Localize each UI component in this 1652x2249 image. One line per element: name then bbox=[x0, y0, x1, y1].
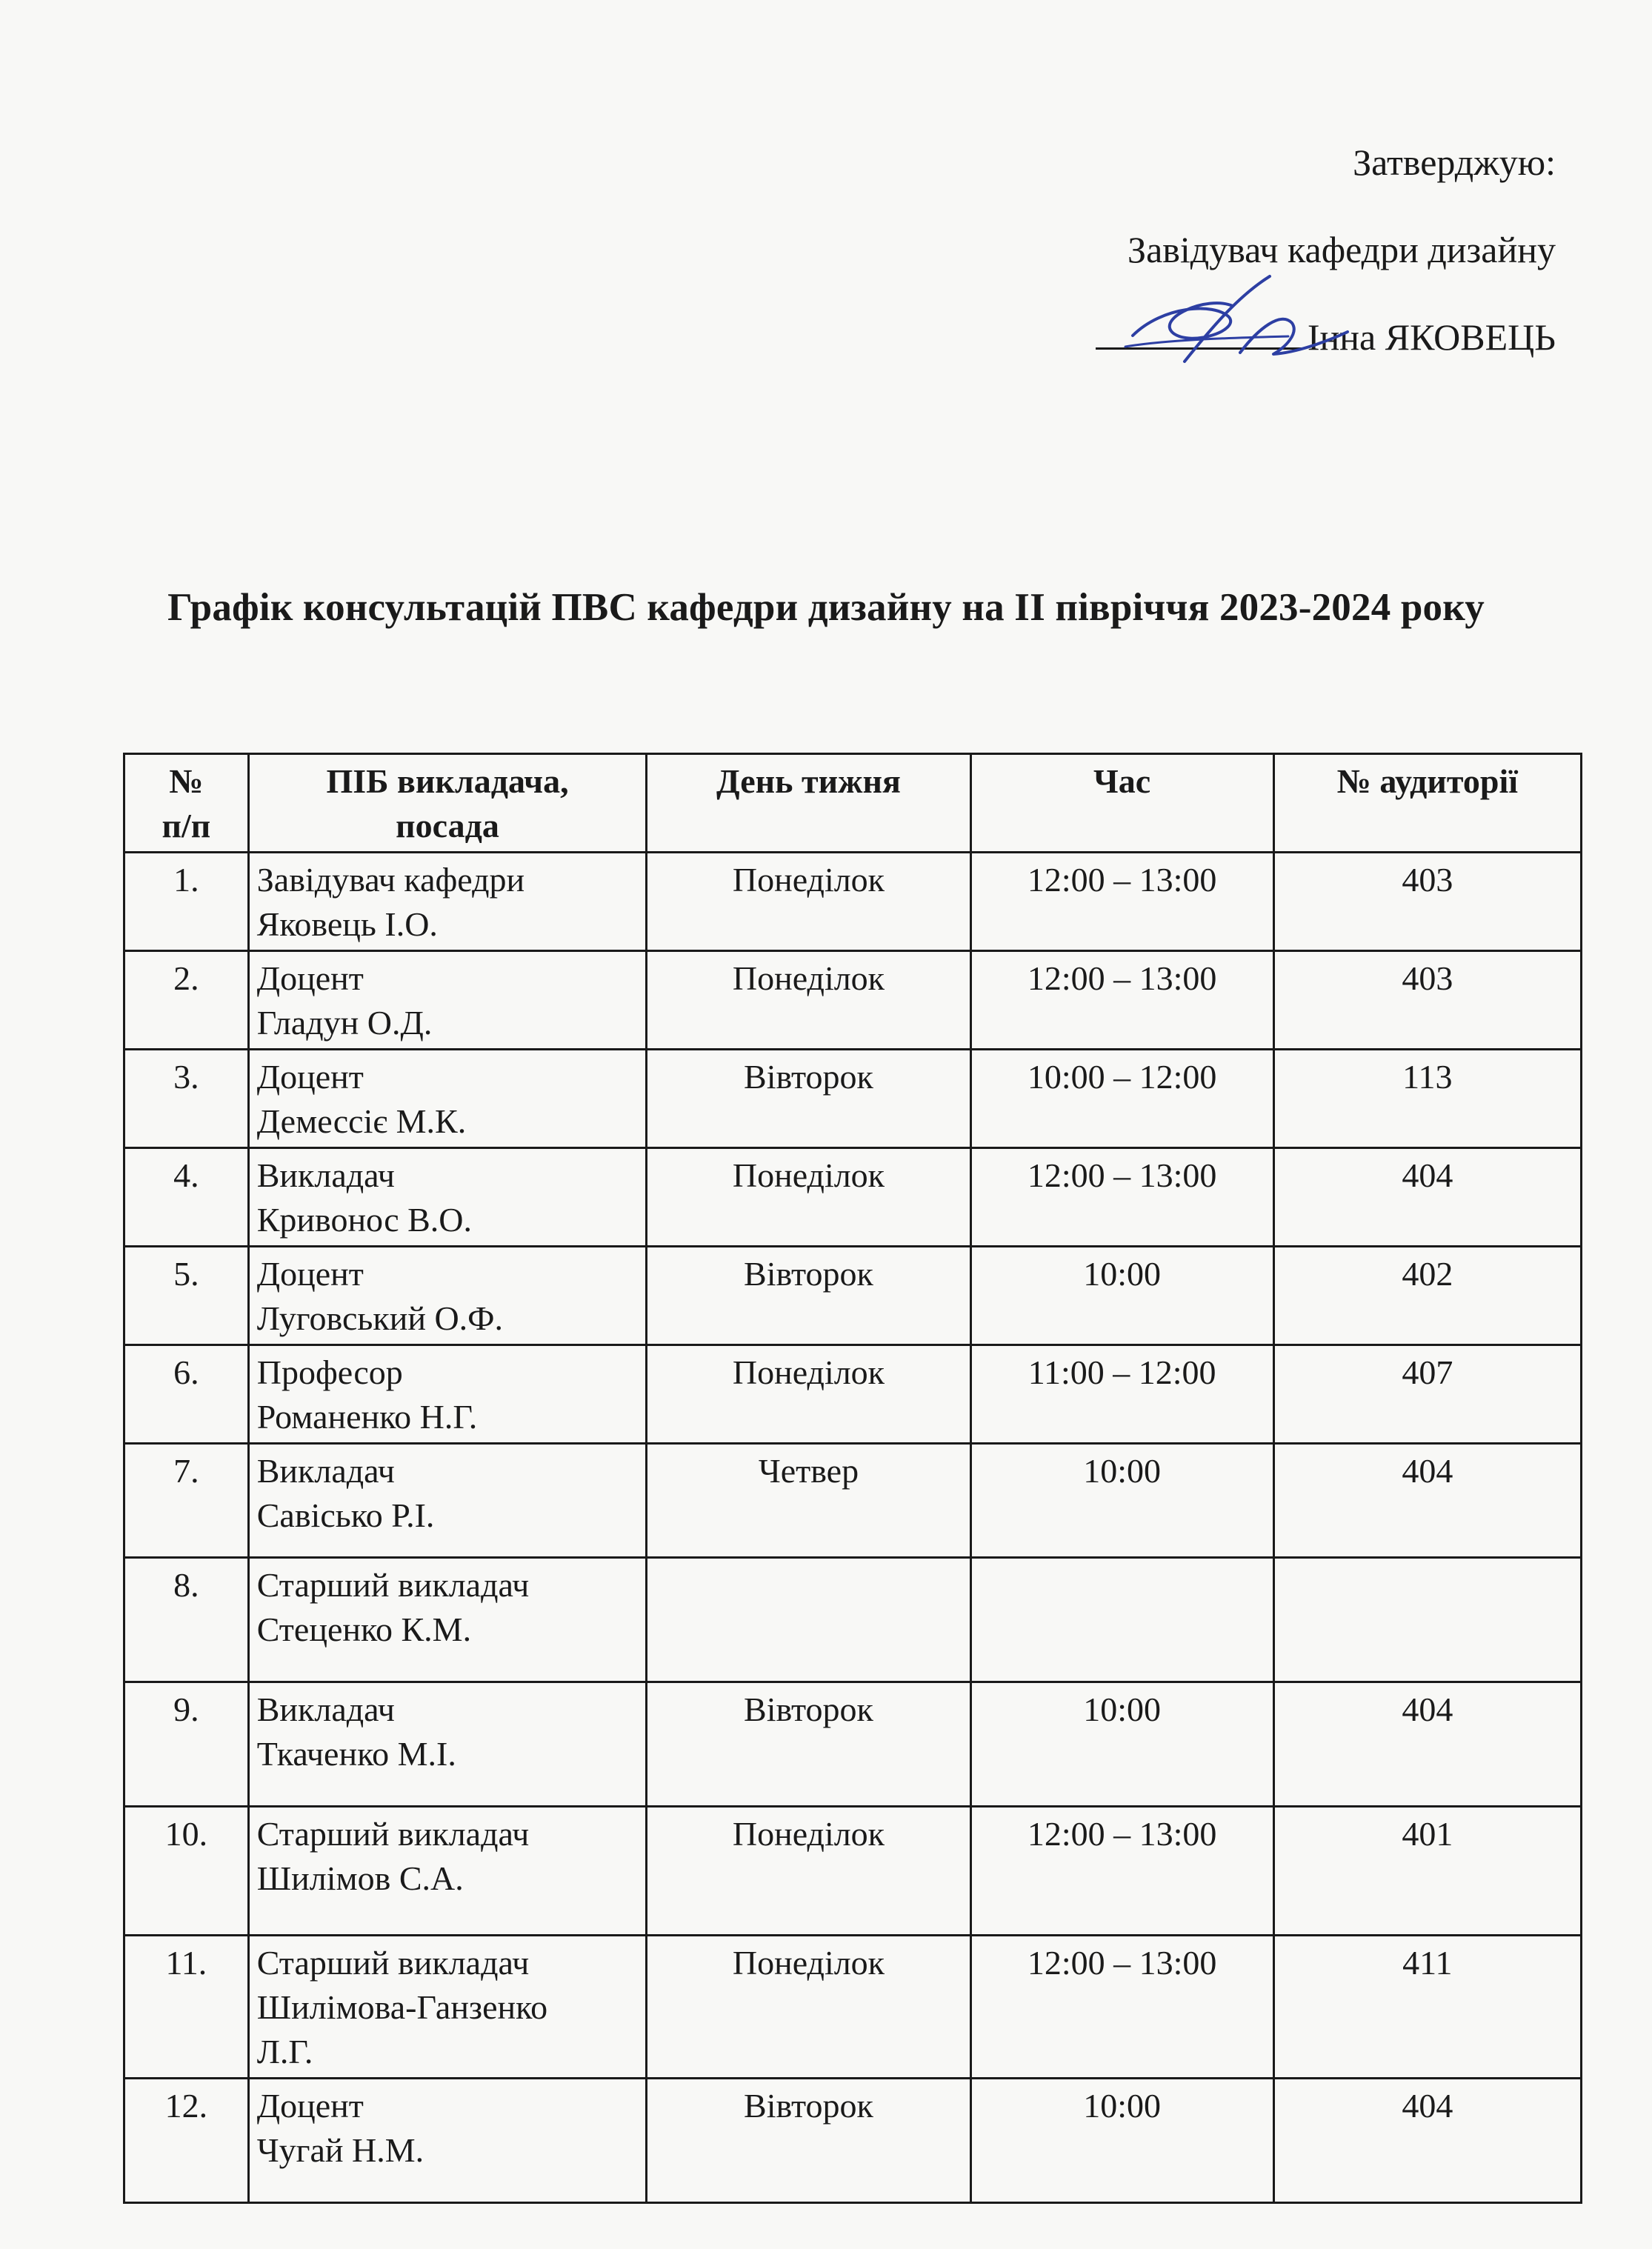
teacher-position: Доцент bbox=[256, 1255, 364, 1293]
row-number: 7. bbox=[124, 1444, 249, 1558]
header-name: ПІБ викладача, посада bbox=[248, 754, 647, 853]
teacher-name: Демессіє М.К. bbox=[256, 1102, 467, 1140]
room-number: 404 bbox=[1273, 1148, 1581, 1247]
teacher-position: Завідувач кафедри bbox=[256, 861, 525, 899]
teacher-name: Яковець І.О. bbox=[256, 905, 438, 943]
approval-block bbox=[1096, 119, 1556, 381]
table-row bbox=[124, 1807, 1582, 1936]
teacher-cell bbox=[248, 1936, 647, 2079]
table-row bbox=[124, 1682, 1582, 1807]
day-of-week: Понеділок bbox=[647, 951, 970, 1050]
room-number: 402 bbox=[1273, 1247, 1581, 1345]
teacher-position: Викладач bbox=[256, 1452, 395, 1490]
day-of-week: Понеділок bbox=[647, 1807, 970, 1936]
room-number: 401 bbox=[1273, 1807, 1581, 1936]
teacher-name: Савісько Р.І. bbox=[256, 1496, 435, 1534]
teacher-cell bbox=[248, 1444, 647, 1558]
header-time: Час bbox=[970, 754, 1273, 853]
teacher-name: Гладун О.Д. bbox=[256, 1004, 433, 1042]
teacher-position: Професор bbox=[256, 1353, 403, 1391]
teacher-position: Доцент bbox=[256, 959, 364, 997]
consultation-time: 10:00 bbox=[970, 1682, 1273, 1807]
teacher-position: Старший викладач bbox=[256, 1566, 530, 1604]
consultation-time: 10:00 bbox=[970, 1247, 1273, 1345]
teacher-cell bbox=[248, 853, 647, 951]
table-header-row bbox=[124, 754, 1582, 853]
row-number: 10. bbox=[124, 1807, 249, 1936]
header-room: № аудиторії bbox=[1273, 754, 1581, 853]
room-number: 403 bbox=[1273, 853, 1581, 951]
teacher-cell bbox=[248, 951, 647, 1050]
room-number: 411 bbox=[1273, 1936, 1581, 2079]
room-number: 404 bbox=[1273, 1682, 1581, 1807]
row-number: 8. bbox=[124, 1558, 249, 1682]
consultation-time: 12:00 – 13:00 bbox=[970, 1148, 1273, 1247]
row-number: 3. bbox=[124, 1050, 249, 1148]
teacher-position: Доцент bbox=[256, 2087, 364, 2125]
day-of-week: Четвер bbox=[647, 1444, 970, 1558]
consultation-time: 12:00 – 13:00 bbox=[970, 1807, 1273, 1936]
row-number: 9. bbox=[124, 1682, 249, 1807]
page-title: Графік консультацій ПВС кафедри дизайну на ІІ півріччя 2023-2024 року bbox=[167, 586, 1485, 629]
teacher-cell bbox=[248, 1247, 647, 1345]
handwritten-signature bbox=[1103, 265, 1370, 384]
table-row bbox=[124, 1345, 1582, 1444]
room-number: 404 bbox=[1273, 2079, 1581, 2203]
table-row bbox=[124, 1050, 1582, 1148]
teacher-cell bbox=[248, 2079, 647, 2203]
consultation-time bbox=[970, 1558, 1273, 1682]
table-row bbox=[124, 951, 1582, 1050]
consultation-time: 10:00 bbox=[970, 2079, 1273, 2203]
approver-name: Інна ЯКОВЕЦЬ bbox=[1307, 316, 1556, 358]
teacher-position: Старший викладач bbox=[256, 1944, 530, 1982]
table-row bbox=[124, 1936, 1582, 2079]
teacher-cell bbox=[248, 1345, 647, 1444]
room-number bbox=[1273, 1558, 1581, 1682]
room-number: 403 bbox=[1273, 951, 1581, 1050]
teacher-name: Чугай Н.М. bbox=[256, 2131, 424, 2169]
table-row bbox=[124, 1444, 1582, 1558]
table-row bbox=[124, 853, 1582, 951]
consultation-time: 12:00 – 13:00 bbox=[970, 951, 1273, 1050]
teacher-cell bbox=[248, 1148, 647, 1247]
day-of-week: Понеділок bbox=[647, 1148, 970, 1247]
consultation-time: 10:00 bbox=[970, 1444, 1273, 1558]
teacher-position: Викладач bbox=[256, 1690, 395, 1728]
consultation-table bbox=[123, 753, 1582, 2204]
day-of-week: Понеділок bbox=[647, 853, 970, 951]
consultation-time: 12:00 – 13:00 bbox=[970, 853, 1273, 951]
teacher-name: Шилімова-Ганзенко bbox=[256, 1988, 548, 2026]
row-number: 11. bbox=[124, 1936, 249, 2079]
room-number: 407 bbox=[1273, 1345, 1581, 1444]
teacher-name: Стеценко К.М. bbox=[256, 1610, 472, 1648]
teacher-name: Ткаченко М.І. bbox=[256, 1735, 456, 1773]
header-day: День тижня bbox=[647, 754, 970, 853]
table-row bbox=[124, 1558, 1582, 1682]
teacher-name: Шилімов С.А. bbox=[256, 1859, 464, 1897]
teacher-name-extra: Л.Г. bbox=[256, 2033, 313, 2070]
table-row bbox=[124, 1247, 1582, 1345]
signature-line bbox=[1096, 293, 1556, 381]
teacher-position: Старший викладач bbox=[256, 1815, 530, 1853]
teacher-cell bbox=[248, 1807, 647, 1936]
day-of-week: Вівторок bbox=[647, 1682, 970, 1807]
approve-label: Затверджую: bbox=[1353, 141, 1556, 183]
row-number: 4. bbox=[124, 1148, 249, 1247]
table-row bbox=[124, 2079, 1582, 2203]
teacher-cell bbox=[248, 1558, 647, 1682]
row-number: 1. bbox=[124, 853, 249, 951]
row-number: 5. bbox=[124, 1247, 249, 1345]
room-number: 113 bbox=[1273, 1050, 1581, 1148]
teacher-name: Кривонос В.О. bbox=[256, 1201, 473, 1239]
consultation-time: 10:00 – 12:00 bbox=[970, 1050, 1273, 1148]
day-of-week: Вівторок bbox=[647, 1247, 970, 1345]
teacher-cell bbox=[248, 1682, 647, 1807]
teacher-name: Романенко Н.Г. bbox=[256, 1398, 478, 1436]
row-number: 2. bbox=[124, 951, 249, 1050]
header-num: № п/п bbox=[124, 754, 249, 853]
row-number: 6. bbox=[124, 1345, 249, 1444]
consultation-time: 11:00 – 12:00 bbox=[970, 1345, 1273, 1444]
row-number: 12. bbox=[124, 2079, 249, 2203]
table-row bbox=[124, 1148, 1582, 1247]
teacher-position: Викладач bbox=[256, 1156, 395, 1194]
teacher-position: Доцент bbox=[256, 1058, 364, 1096]
day-of-week: Вівторок bbox=[647, 1050, 970, 1148]
teacher-cell bbox=[248, 1050, 647, 1148]
teacher-name: Луговський О.Ф. bbox=[256, 1299, 503, 1337]
room-number: 404 bbox=[1273, 1444, 1581, 1558]
day-of-week: Понеділок bbox=[647, 1936, 970, 2079]
day-of-week: Понеділок bbox=[647, 1345, 970, 1444]
consultation-time: 12:00 – 13:00 bbox=[970, 1936, 1273, 2079]
approver-position: Завідувач кафедри дизайну bbox=[1128, 229, 1556, 270]
day-of-week bbox=[647, 1558, 970, 1682]
day-of-week: Вівторок bbox=[647, 2079, 970, 2203]
